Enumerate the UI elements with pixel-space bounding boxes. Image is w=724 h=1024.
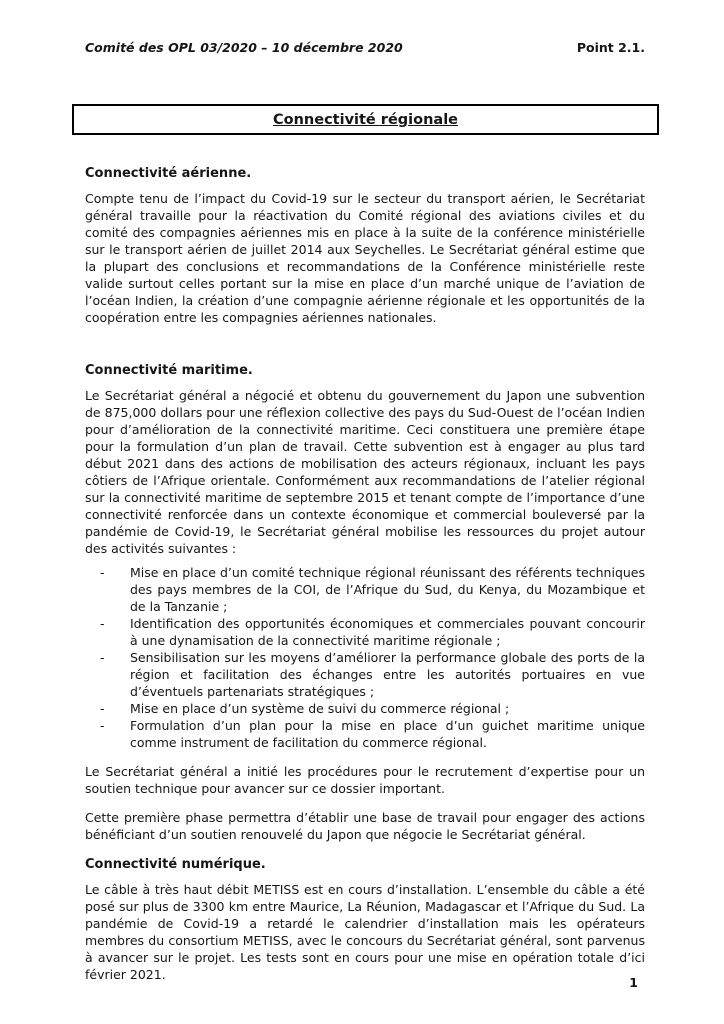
list-item xyxy=(100,615,645,649)
dash-bullet: - xyxy=(100,701,105,716)
paragraph-numerique: Le câble à très haut débit METISS est en cours d’installation. L’ensemble du câble a été posé sur plus de 3300 km entre Maurice, La Réunion, Madagascar et l’Afrique du Sud. La pandémie de Covid-19 a retardé le calendrier d’installation mais les opérateurs membres du consortium METISS, avec le concours du Secrétariat général, sont parvenus à avancer sur le projet. Les tests sont en cours pour une mise en opération totale d’ici février 2021. xyxy=(85,882,645,982)
section-heading-connectivite-aerienne: Connectivité aérienne. xyxy=(85,166,252,181)
dash-bullet: - xyxy=(100,616,105,631)
paragraph-maritime-phase: Cette première phase permettra d’établir une base de travail pour engager des actions bénéficiant d’un soutien renouvelé du Japon que négocie le Secrétariat général. xyxy=(85,810,645,842)
header-meeting-reference: Comité des OPL 03/2020 – 10 décembre 2020 xyxy=(85,40,403,55)
maritime-activities-list xyxy=(85,564,645,751)
document-title-box xyxy=(72,104,659,135)
list-item-text: Formulation d’un plan pour la mise en place d’un guichet maritime unique comme instrument de facilitation du commerce régional. xyxy=(130,718,645,750)
list-item-text: Mise en place d’un système de suivi du commerce régional ; xyxy=(130,701,510,716)
paragraph-maritime-recrutement: Le Secrétariat général a initié les procédures pour le recrutement d’expertise pour un soutien technique pour avancer sur ce dossier important. xyxy=(85,764,645,796)
paragraph-maritime-intro: Le Secrétariat général a négocié et obtenu du gouvernement du Japon une subvention de 875,000 dollars pour une réflexion collective des pays du Sud-Ouest de l’océan Indien pour d’amélioration de la connectivité maritime. Ceci constituera une première étape pour la formulation d’un plan de travail. Cette subvention est à engager au plus tard début 2021 dans des actions de mobilisation des acteurs régionaux, incluant les pays côtiers de l’Afrique orientale. Conformément aux recommandations de l’atelier régional sur la connectivité maritime de septembre 2015 et tenant compte de l’importance d’une connectivité renforcée dans un contexte économique et commercial bouleversé par la pandémie de Covid-19, le Secrétariat général mobilise les ressources du projet autour des activités suivantes : xyxy=(85,388,645,556)
list-item-text: Sensibilisation sur les moyens d’améliorer la performance globale des ports de la région et facilitation des échanges entre les autorités portuaires en vue d’éventuels partenariats stratégiques ; xyxy=(130,650,645,699)
page-number: 1 xyxy=(629,975,638,990)
list-item xyxy=(100,700,645,717)
list-item-text: Mise en place d’un comité technique régional réunissant des référents techniques des pays membres de la COI, de l’Afrique du Sud, du Kenya, du Mozambique et de la Tanzanie ; xyxy=(130,565,645,614)
list-item-text: Identification des opportunités économiques et commerciales pouvant concourir à une dynamisation de la connectivité maritime régionale ; xyxy=(130,616,645,648)
dash-bullet: - xyxy=(100,718,105,733)
dash-bullet: - xyxy=(100,650,105,665)
dash-bullet: - xyxy=(100,565,105,580)
page-header xyxy=(85,40,645,56)
list-item xyxy=(100,564,645,615)
list-item xyxy=(100,649,645,700)
document-title: Connectivité régionale xyxy=(272,112,459,128)
header-agenda-point: Point 2.1. xyxy=(576,40,645,55)
list-item xyxy=(100,717,645,751)
paragraph-aerienne: Compte tenu de l’impact du Covid-19 sur le secteur du transport aérien, le Secrétariat général travaille pour la réactivation du Comité régional des aviations civiles et du comité des compagnies aériennes mis en place à la suite de la conférence ministérielle sur le transport aérien de juillet 2014 aux Seychelles. Le Secrétariat général estime que la plupart des conclusions et recommandations de la Conférence ministérielle reste valide surtout celles portant sur la mise en place d’un marché unique de l’aviation de l’océan Indien, la création d’une compagnie aérienne régionale et les opportunités de la coopération entre les compagnies aériennes nationales. xyxy=(85,191,645,325)
section-heading-connectivite-numerique: Connectivité numérique. xyxy=(85,857,266,872)
section-heading-connectivite-maritime: Connectivité maritime. xyxy=(85,363,253,378)
